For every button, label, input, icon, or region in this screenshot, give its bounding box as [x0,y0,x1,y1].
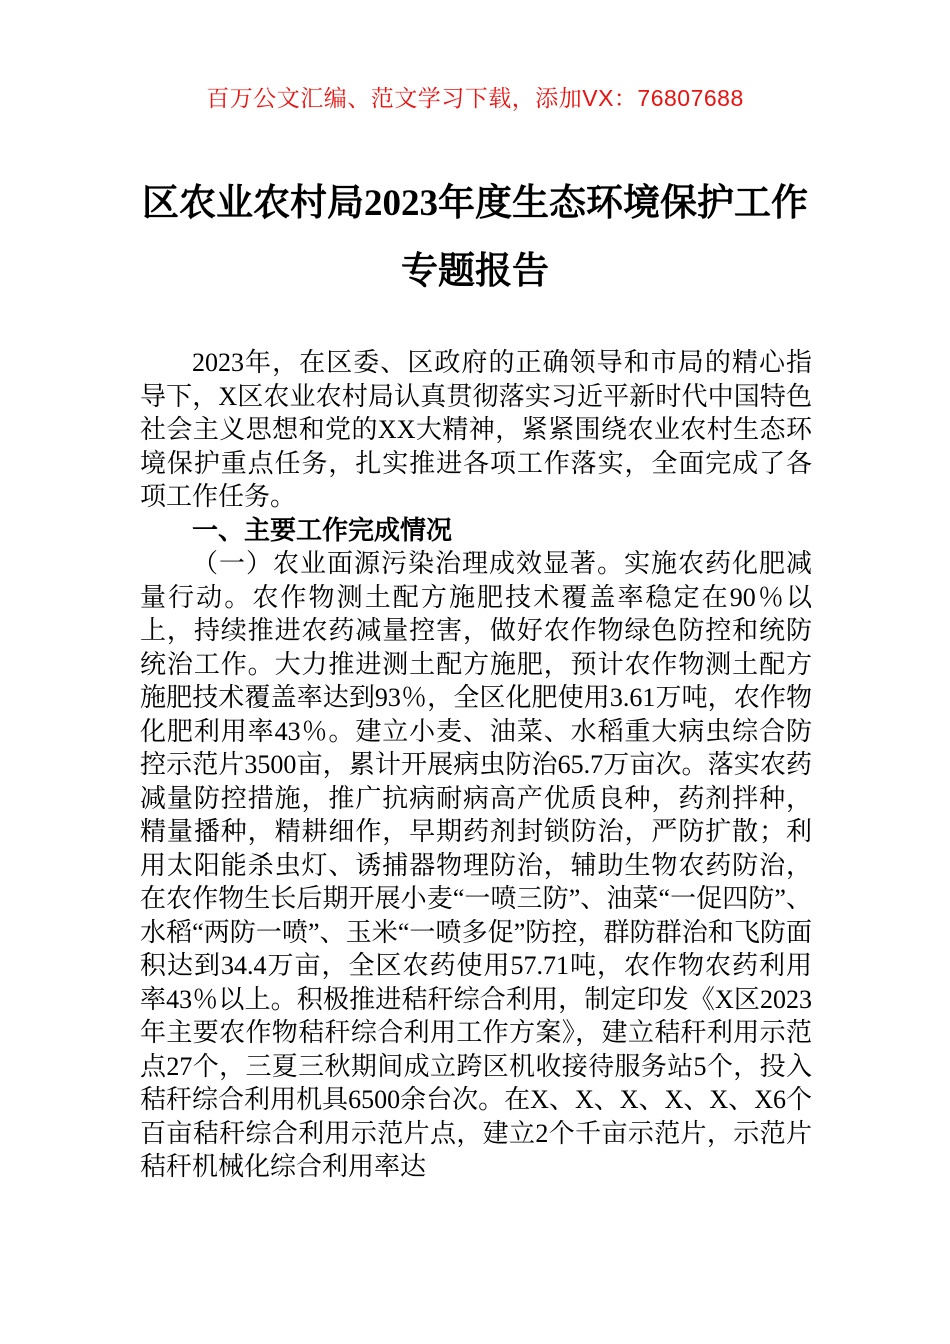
document-title-line2: 专题报告 [401,251,549,292]
section-one-paragraph: （一）农业面源污染治理成效显著。实施农药化肥减量行动。农作物测土配方施肥技术覆盖率稳定在90％以上，持续推进农药减量控害，做好农作物绿色防控和统防统治工作。大力推进测土配方施肥，预计农作物测土配方施肥技术覆盖率达到93％，全区化肥使用3.61万吨，农作物化肥利用率43％。建立小麦、油菜、水稻重大病虫综合防控示范片3500亩，累计开展病虫防治65.7万亩次。落实农药减量防控措施，推广抗病耐病高产优质良种，药剂拌种，精量播种，精耕细作，早期药剂封锁防治，严防扩散；利用太阳能杀虫灯、诱捕器物理防治，辅助生物农药防治，在农作物生长后期开展小麦“一喷三防”、油菜“一促四防”、水稻“两防一喷”、玉米“一喷多促”防控，群防群治和飞防面积达到34.4万亩，全区农药使用57.71吨，农作物农药利用率43％以上。积极推进秸秆综合利用，制定印发《X区2023年主要农作物秸秆综合利用工作方案》，建立秸秆利用示范点27个，三夏三秋期间成立跨区机收接待服务站5个，投入秸秆综合利用机具6500余台次。在X、X、X、X、X、X6个百亩秸秆综合利用示范片点，建立2个千亩示范片，示范片秸秆机械化综合利用率达 [140,549,812,1181]
document-title [0,170,950,306]
watermark-notice: 百万公文汇编、范文学习下载，添加VX：76807688 [206,85,744,111]
document-title-line1: 区农业农村局2023年度生态环境保护工作 [142,183,808,224]
document-body [140,346,812,1184]
section-one-heading: 一、主要工作完成情况 [192,514,453,545]
intro-paragraph: 2023年，在区委、区政府的正确领导和市局的精心指导下，X区农业农村局认真贯彻落实习近平新时代中国特色社会主义思想和党的XX大精神，紧紧围绕农业农村生态环境保护重点任务，扎实推进各项工作落实，全面完成了各项工作任务。 [140,348,812,511]
